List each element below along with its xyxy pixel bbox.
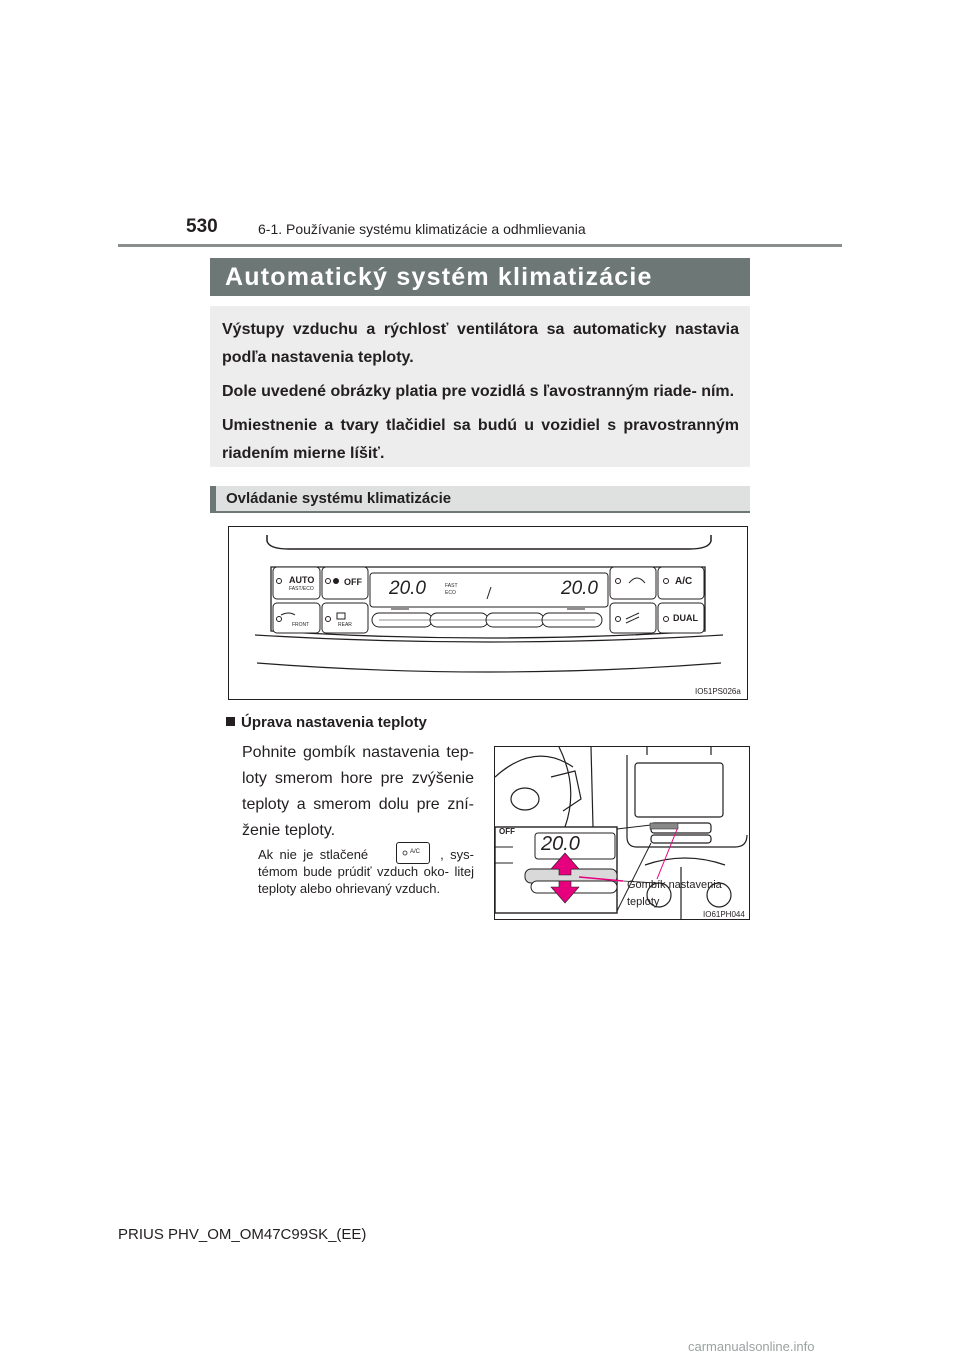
zoomed-off-label: OFF <box>499 827 515 836</box>
ac-label: A/C <box>675 576 693 587</box>
intro-box <box>210 306 750 467</box>
climate-panel-figure <box>228 526 748 700</box>
inline-ac-label: A/C <box>410 849 421 855</box>
sub-heading-rule <box>210 511 750 513</box>
auto-label: AUTO <box>289 575 315 585</box>
fan-off-label: OFF <box>344 577 362 587</box>
temp-knob-callout: Gombík nastavenia teploty <box>627 879 722 908</box>
section-title: 6-1. Používanie systému klimatizácie a odhmlievania <box>258 221 586 237</box>
page-number: 530 <box>186 216 218 237</box>
temperature-instructions: Pohnite gombík nastavenia tep- loty smerom hore pre zvýšenie teploty a smerom dolu pre zní- ženie teploty. <box>242 744 474 839</box>
watermark: carmanualsonline.info <box>688 1339 815 1354</box>
figure-code: IO51PS026a <box>695 687 741 696</box>
figure-code: IO61PH044 <box>703 910 745 919</box>
intro-paragraph: Výstupy vzduchu a rýchlosť ventilátora sa automaticky nastavia podľa nastavenia teploty. <box>222 321 739 366</box>
footer-doc-id: PRIUS PHV_OM_OM47C99SK_(EE) <box>118 1226 367 1243</box>
ac-note <box>258 846 474 897</box>
ac-note-end: , sys- témom bude prúdiť vzduch oko- litej teploty alebo ohrievaný vzduch. <box>258 847 474 896</box>
dual-label: DUAL <box>673 613 698 623</box>
zoomed-temp-readout: 20.0 <box>541 833 580 855</box>
temperature-knob-figure <box>494 746 750 920</box>
fast-eco-label: FAST/ECO <box>289 586 314 592</box>
left-temp-readout: 20.0 <box>389 578 426 599</box>
header-divider <box>118 244 842 247</box>
inline-ac-button-icon <box>396 842 430 864</box>
ac-note-start: Ak nie je stlačené <box>258 847 369 862</box>
eco-indicator: ECO <box>445 590 456 596</box>
front-defrost-button[interactable] <box>273 603 320 633</box>
intro-paragraph: Umiestnenie a tvary tlačidiel sa budú u vozidiel s pravostranným riadením mierne líšiť. <box>222 417 739 462</box>
right-temp-readout: 20.0 <box>561 578 598 599</box>
bullet-heading-text: Úprava nastavenia teploty <box>241 714 427 731</box>
fan-icon <box>333 578 339 584</box>
mode-button[interactable] <box>610 603 656 633</box>
bullet-heading <box>226 714 427 731</box>
intro-paragraph: Dole uvedené obrázky platia pre vozidlá s ľavostranným riade- ním. <box>222 383 735 400</box>
main-heading: Automatický systém klimatizácie <box>210 258 750 296</box>
sub-heading: Ovládanie systému klimatizácie <box>210 486 750 512</box>
rear-label: REAR <box>338 622 352 628</box>
fast-indicator: FAST <box>445 583 458 589</box>
front-label: FRONT <box>292 622 310 628</box>
bullet-square-icon <box>226 717 235 726</box>
